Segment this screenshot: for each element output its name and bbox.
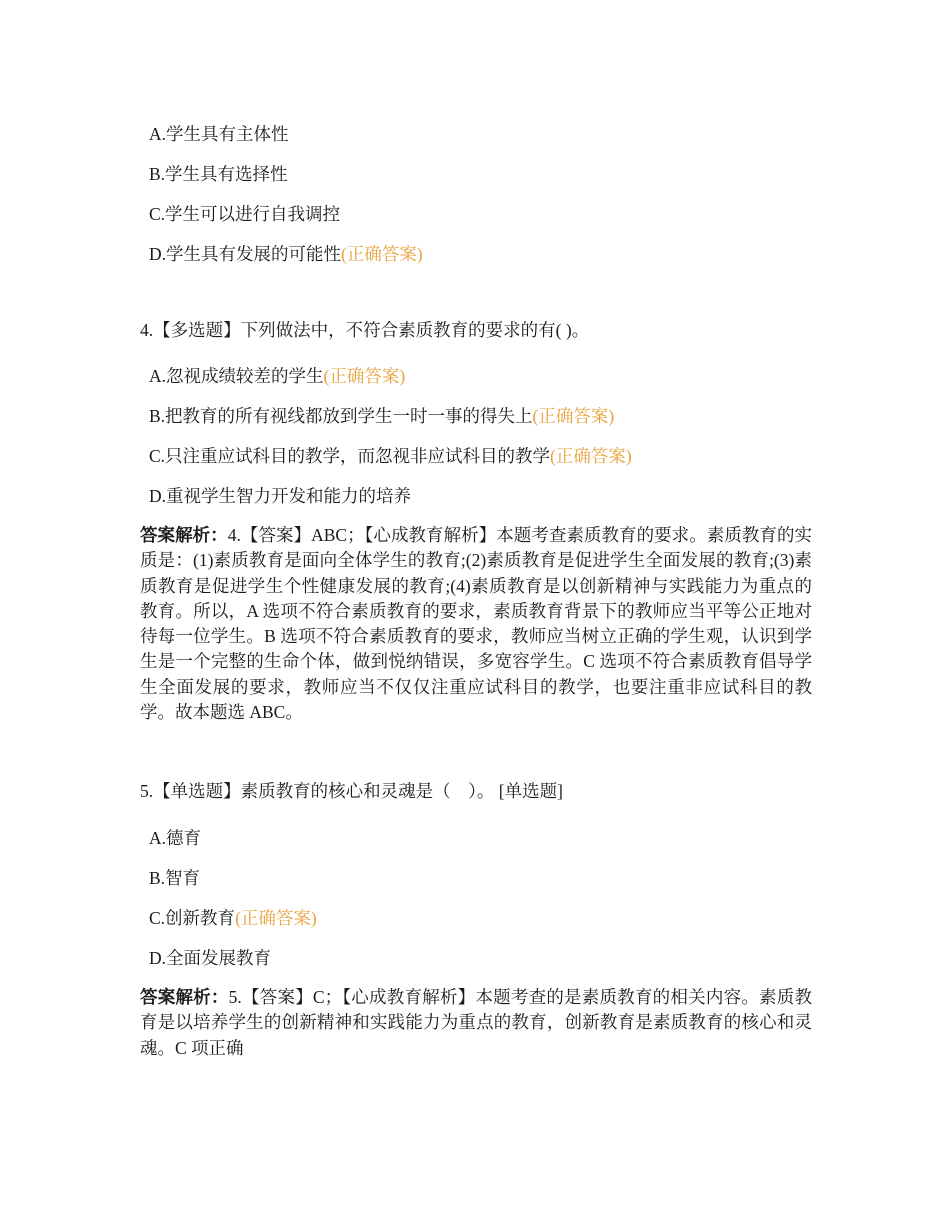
q3-option-d <box>149 243 423 265</box>
q5-option-c <box>149 907 317 929</box>
explanation-text: 5.【答案】C；【心成教育解析】本题考查的是素质教育的相关内容。素质教育是以培养学生的创新精神和实践能力为重点的教育，创新教育是素质教育的核心和灵魂。C 项正确 <box>140 987 813 1058</box>
option-text: C.创新教育 <box>149 908 236 928</box>
explanation-label: 答案解析： <box>140 525 228 545</box>
q4-option-c <box>149 445 632 467</box>
correct-answer-mark: (正确答案) <box>235 908 317 928</box>
option-text: B.把教育的所有视线都放到学生一时一事的得失上 <box>149 406 533 426</box>
q4-explanation <box>140 523 812 725</box>
q5-option-b <box>149 867 200 889</box>
q4-option-b <box>149 405 614 427</box>
q5-option-a <box>149 827 201 849</box>
option-text: B.学生具有选择性 <box>149 164 288 184</box>
option-text: D.重视学生智力开发和能力的培养 <box>149 486 412 506</box>
option-text: B.智育 <box>149 868 201 888</box>
q3-option-c <box>149 203 340 225</box>
option-text: C.只注重应试科目的教学，而忽视非应试科目的教学 <box>149 446 551 466</box>
q5-explanation <box>140 985 812 1061</box>
correct-answer-mark: (正确答案) <box>550 446 632 466</box>
option-text: A.学生具有主体性 <box>149 124 289 144</box>
option-text: D.全面发展教育 <box>149 948 272 968</box>
option-text: C.学生可以进行自我调控 <box>149 204 341 224</box>
q3-option-b <box>149 163 288 185</box>
correct-answer-mark: (正确答案) <box>323 366 406 386</box>
q4-option-d <box>149 485 411 507</box>
option-text: A.德育 <box>149 828 202 848</box>
correct-answer-mark: (正确答案) <box>341 244 423 264</box>
option-text: A.忽视成绩较差的学生 <box>149 366 324 386</box>
option-text: D.学生具有发展的可能性 <box>149 244 342 264</box>
correct-answer-mark: (正确答案) <box>532 406 615 426</box>
q5-option-d <box>149 947 271 969</box>
explanation-text: 4.【答案】ABC；【心成教育解析】本题考查素质教育的要求。素质教育的实质是：(1)素质教育是面向全体学生的教育;(2)素质教育是促进学生全面发展的教育;(3)素质教育是促进学生个性健康发展的教育;(4)素质教育是以创新精神与实践能力为重点的教育。所以，A 选项不符合素质教育的要求，素质教育背景下的教师应当平等公正地对待每一位学生。B 选项不符合素质教育的要求，教师应当树立正确的学生观，认识到学生是一个完整的生命个体，做到悦纳错误，多宽容学生。C 选项不符合素质教育倡导学生全面发展的要求，教师应当不仅仅注重应试科目的教学，也要注重非应试科目的教学。故本题选 ABC。 <box>140 525 813 723</box>
q3-option-a <box>149 123 289 145</box>
q4-title: 4.【多选题】下列做法中，不符合素质教育的要求的有( )。 <box>140 320 590 340</box>
q4-option-a <box>149 365 405 387</box>
explanation-label: 答案解析： <box>140 987 229 1007</box>
q5-title: 5.【单选题】素质教育的核心和灵魂是（ ）。 [单选题] <box>140 781 563 801</box>
